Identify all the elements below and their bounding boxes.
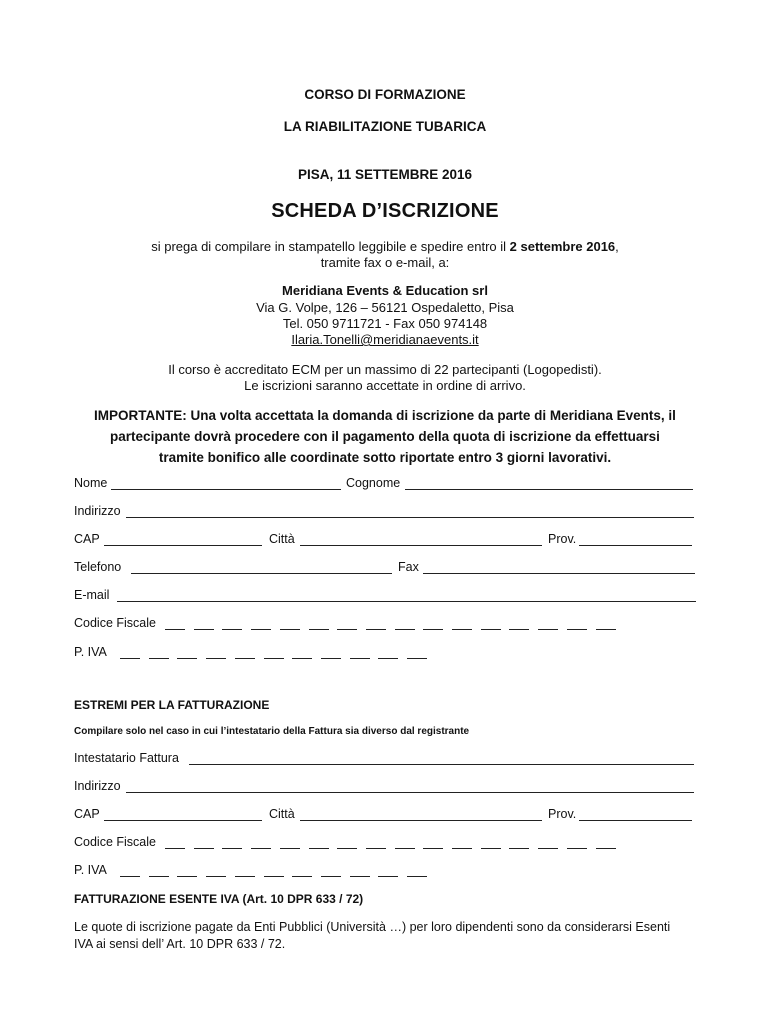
piva-label: P. IVA: [74, 645, 107, 659]
deadline-date: 2 settembre 2016: [509, 239, 616, 254]
billing-indirizzo-label: Indirizzo: [74, 779, 121, 793]
char-slot[interactable]: [567, 848, 587, 849]
char-slot[interactable]: [423, 848, 443, 849]
char-slot[interactable]: [309, 629, 329, 630]
char-slot[interactable]: [206, 658, 226, 659]
char-slot[interactable]: [194, 629, 214, 630]
char-slot[interactable]: [251, 629, 271, 630]
char-slot[interactable]: [264, 876, 284, 877]
char-slot[interactable]: [350, 876, 370, 877]
codice-fiscale-label: Codice Fiscale: [74, 616, 156, 630]
fax-field[interactable]: [423, 573, 695, 574]
citta-label: Città: [269, 532, 295, 546]
cap-field[interactable]: [104, 545, 262, 546]
char-slot[interactable]: [423, 629, 443, 630]
char-slot[interactable]: [366, 629, 386, 630]
char-slot[interactable]: [407, 658, 427, 659]
intro-line-1: [0, 239, 770, 254]
billing-heading: ESTREMI PER LA FATTURAZIONE: [74, 698, 270, 712]
char-slot[interactable]: [235, 658, 255, 659]
char-slot[interactable]: [350, 658, 370, 659]
char-slot[interactable]: [264, 658, 284, 659]
indirizzo-label: Indirizzo: [74, 504, 121, 518]
char-slot[interactable]: [596, 629, 616, 630]
important-line-2: partecipante dovrà procedere con il pagamento della quota di iscrizione da effettuarsi: [110, 429, 660, 444]
char-slot[interactable]: [538, 848, 558, 849]
important-line-1: IMPORTANTE: Una volta accettata la domanda di iscrizione da parte di Meridiana Events, il: [94, 408, 676, 423]
char-slot[interactable]: [567, 629, 587, 630]
char-slot[interactable]: [251, 848, 271, 849]
char-slot[interactable]: [120, 876, 140, 877]
prov-field[interactable]: [579, 545, 692, 546]
char-slot[interactable]: [509, 629, 529, 630]
char-slot[interactable]: [337, 629, 357, 630]
billing-piva-label: P. IVA: [74, 863, 107, 877]
char-slot[interactable]: [292, 876, 312, 877]
char-slot[interactable]: [280, 629, 300, 630]
form-title: SCHEDA D’ISCRIZIONE: [271, 200, 499, 222]
char-slot[interactable]: [292, 658, 312, 659]
char-slot[interactable]: [596, 848, 616, 849]
char-slot[interactable]: [452, 629, 472, 630]
char-slot[interactable]: [337, 848, 357, 849]
char-slot[interactable]: [177, 876, 197, 877]
intro-line-1-pre: si prega di compilare in stampatello leggibile e spedire entro il: [151, 239, 510, 254]
char-slot[interactable]: [222, 848, 242, 849]
organizer-name: Meridiana Events & Education srl: [282, 283, 488, 298]
char-slot[interactable]: [165, 848, 185, 849]
exemption-heading: FATTURAZIONE ESENTE IVA (Art. 10 DPR 633 / 72): [74, 892, 364, 906]
char-slot[interactable]: [177, 658, 197, 659]
intro-line-1-post: ,: [615, 239, 619, 254]
place-date: PISA, 11 SETTEMBRE 2016: [297, 167, 473, 182]
char-slot[interactable]: [235, 876, 255, 877]
email-field[interactable]: [117, 601, 696, 602]
char-slot[interactable]: [366, 848, 386, 849]
billing-cap-label: CAP: [74, 807, 100, 821]
organizer-address: Via G. Volpe, 126 – 56121 Ospedaletto, Pisa: [256, 300, 514, 315]
nome-label: Nome: [74, 476, 108, 490]
billing-citta-label: Città: [269, 807, 295, 821]
char-slot[interactable]: [321, 876, 341, 877]
char-slot[interactable]: [538, 629, 558, 630]
billing-citta-field[interactable]: [300, 820, 542, 821]
email-label: E-mail: [74, 588, 110, 602]
char-slot[interactable]: [509, 848, 529, 849]
billing-note: Compilare solo nel caso in cui l’intestatario della Fattura sia diverso dal registrante: [74, 726, 470, 737]
telefono-label: Telefono: [74, 560, 122, 574]
prov-label: Prov.: [548, 532, 577, 546]
indirizzo-field[interactable]: [126, 517, 694, 518]
telefono-field[interactable]: [131, 573, 392, 574]
cognome-field[interactable]: [405, 489, 693, 490]
billing-prov-label: Prov.: [548, 807, 577, 821]
course-type: CORSO DI FORMAZIONE: [304, 87, 466, 102]
exemption-line-1: Le quote di iscrizione pagate da Enti Pubblici (Università …) per loro dipendenti sono da considerarsi Esenti: [74, 920, 671, 934]
char-slot[interactable]: [395, 848, 415, 849]
char-slot[interactable]: [120, 658, 140, 659]
char-slot[interactable]: [309, 848, 329, 849]
organizer-email-link[interactable]: Ilaria.Tonelli@meridianaevents.it: [291, 332, 479, 347]
accreditation-line-1: Il corso è accreditato ECM per un massimo di 22 partecipanti (Logopedisti).: [168, 362, 602, 377]
billing-codice-fiscale-label: Codice Fiscale: [74, 835, 156, 849]
billing-cap-field[interactable]: [104, 820, 262, 821]
char-slot[interactable]: [206, 876, 226, 877]
char-slot[interactable]: [481, 629, 501, 630]
char-slot[interactable]: [280, 848, 300, 849]
course-title: LA RIABILITAZIONE TUBARICA: [283, 119, 487, 134]
exemption-line-2: IVA ai sensi dell’ Art. 10 DPR 633 / 72.: [74, 937, 286, 951]
char-slot[interactable]: [194, 848, 214, 849]
char-slot[interactable]: [395, 629, 415, 630]
char-slot[interactable]: [165, 629, 185, 630]
organizer-phone-fax: Tel. 050 9711721 - Fax 050 974148: [282, 316, 488, 331]
char-slot[interactable]: [378, 658, 398, 659]
billing-prov-field[interactable]: [579, 820, 692, 821]
intestatario-field[interactable]: [189, 764, 694, 765]
char-slot[interactable]: [149, 876, 169, 877]
cap-label: CAP: [74, 532, 100, 546]
intestatario-label: Intestatario Fattura: [74, 751, 179, 765]
citta-field[interactable]: [300, 545, 542, 546]
billing-indirizzo-field[interactable]: [126, 792, 694, 793]
char-slot[interactable]: [481, 848, 501, 849]
nome-field[interactable]: [111, 489, 341, 490]
char-slot[interactable]: [452, 848, 472, 849]
cognome-label: Cognome: [346, 476, 401, 490]
char-slot[interactable]: [321, 658, 341, 659]
char-slot[interactable]: [407, 876, 427, 877]
fax-label: Fax: [398, 560, 419, 574]
accreditation-line-2: Le iscrizioni saranno accettate in ordine di arrivo.: [244, 378, 526, 393]
intro-line-2: tramite fax o e-mail, a:: [320, 255, 450, 270]
char-slot[interactable]: [149, 658, 169, 659]
char-slot[interactable]: [222, 629, 242, 630]
char-slot[interactable]: [378, 876, 398, 877]
important-line-3: tramite bonifico alle coordinate sotto riportate entro 3 giorni lavorativi.: [158, 450, 612, 465]
